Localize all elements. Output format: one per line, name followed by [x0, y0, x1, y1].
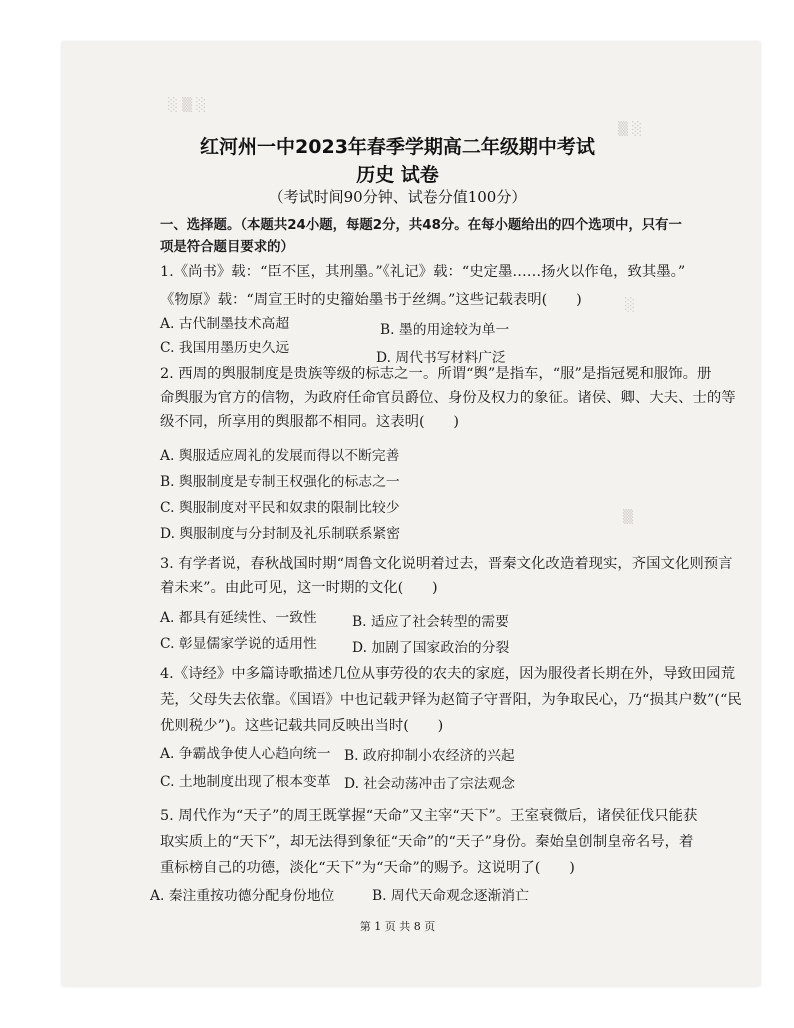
bleed-through-marks: ▒ ░: [618, 122, 643, 137]
subject-title: 历史 试卷: [356, 164, 439, 186]
question-1-option-d[interactable]: D. 周代书写材料广泛: [376, 350, 506, 366]
question-4-line-3: 优则税少”)。这些记载共同反映出当时( ): [160, 718, 444, 734]
bleed-through-marks: ░: [625, 298, 635, 313]
question-3-option-b[interactable]: B. 适应了社会转型的需要: [352, 614, 509, 630]
question-1-option-b[interactable]: B. 墨的用途较为单一: [380, 322, 510, 338]
question-2-option-d[interactable]: D. 舆服制度与分封制及礼乐制联系紧密: [160, 526, 401, 542]
question-5-option-a[interactable]: A. 秦注重按功德分配身份地位: [150, 888, 335, 904]
bleed-through-marks: ░ ▒ ░: [168, 98, 207, 113]
question-2-option-c[interactable]: C. 舆服制度对平民和奴隶的限制比较少: [160, 500, 400, 516]
question-4-option-d[interactable]: D. 社会动荡冲击了宗法观念: [344, 776, 516, 792]
question-2-line-2: 命舆服为官方的信物，为政府任命官员爵位、身份及权力的象征。诸侯、卿、大夫、士的等: [160, 390, 736, 406]
question-1-option-a[interactable]: A. 古代制墨技术高超: [160, 316, 290, 332]
exam-title: 红河州一中2023年春季学期高二年级期中考试: [200, 136, 595, 158]
question-5-line-2: 取实质上的“天下”，却无法得到象征“天命”的“天子”身份。秦始皇创制皇帝名号，着: [160, 834, 694, 850]
question-5-line-3: 重标榜自己的功德，淡化“天下”为“天命”的赐予。这说明了( ): [160, 860, 575, 876]
question-5-option-b[interactable]: B. 周代天命观念逐渐消亡: [372, 888, 529, 904]
question-3-line-2: 着未来”。由此可见，这一时期的文化( ): [160, 580, 438, 596]
question-4-option-a[interactable]: A. 争霸战争使人心趋向统一: [160, 746, 331, 762]
question-1-line-1: 1.《尚书》载：“臣不匡，其刑墨。”《礼记》载：“史定墨……扬火以作龟，致其墨。”: [160, 264, 686, 280]
question-4-option-c[interactable]: C. 土地制度出现了根本变革: [160, 774, 331, 790]
question-4-line-1: 4.《诗经》中多篇诗歌描述几位从事劳役的农夫的家庭，因为服役者长期在外，导致田园荒: [160, 666, 735, 682]
question-1-option-c[interactable]: C. 我国用墨历史久远: [160, 340, 290, 356]
question-3-option-a[interactable]: A. 都具有延续性、一致性: [160, 610, 317, 626]
section-heading-cont: 项是符合题目要求的）: [160, 240, 294, 255]
question-3-option-d[interactable]: D. 加剧了国家政治的分裂: [352, 640, 510, 656]
question-5-line-1: 5. 周代作为“天子”的周王既掌握“天命”又主宰“天下”。王室衰微后，诸侯征伐只能获: [160, 808, 698, 824]
question-2-option-a[interactable]: A. 舆服适应周礼的发展而得以不断完善: [160, 448, 400, 464]
question-4-line-2: 芜，父母失去依靠。《国语》中也记载尹铎为赵简子守晋阳，为争取民心，乃“损其户数”(“民: [160, 692, 742, 708]
question-4-option-b[interactable]: B. 政府抑制小农经济的兴起: [344, 748, 515, 764]
bleed-through-marks: ▒: [623, 510, 633, 525]
page-number: 第 1 页 共 8 页: [359, 920, 436, 933]
question-3-option-c[interactable]: C. 彰显儒家学说的适用性: [160, 636, 317, 652]
question-2-line-3: 级不同，所享用的舆服都不相同。这表明( ): [160, 414, 460, 430]
question-3-line-1: 3. 有学者说，春秋战国时期“周鲁文化说明着过去，晋秦文化改造着现实，齐国文化则预言: [160, 556, 733, 572]
question-2-line-1: 2. 西周的舆服制度是贵族等级的标志之一。所谓“舆”是指车，“服”是指冠冕和服饰。册: [160, 366, 712, 382]
section-heading: 一、选择题。（本题共24小题，每题2分，共48分。在每小题给出的四个选项中，只有一: [160, 218, 682, 233]
question-1-line-2: 《物原》载：“周宣王时的史籀始墨书于丝绸。”这些记载表明( ): [160, 292, 582, 308]
exam-info: （考试时间90分钟、试卷分值100分）: [268, 188, 527, 206]
question-2-option-b[interactable]: B. 舆服制度是专制王权强化的标志之一: [160, 474, 400, 490]
